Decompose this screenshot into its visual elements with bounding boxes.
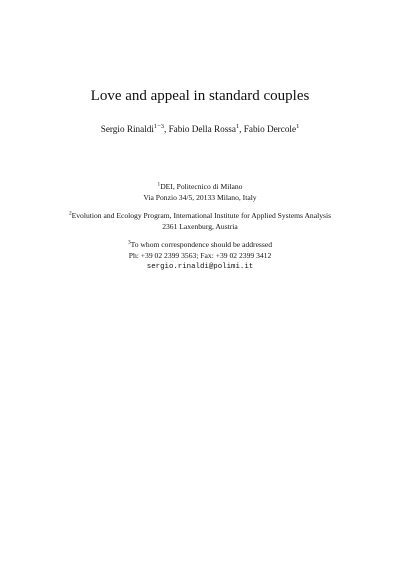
author-name: Fabio Dercole: [243, 124, 297, 134]
phone-fax-line: Ph: +39 02 2399 3563; Fax: +39 02 2399 3412: [128, 251, 272, 260]
author-name: Fabio Della Rossa: [168, 124, 236, 134]
author-name: Sergio Rinaldi: [100, 124, 154, 134]
author-separator: ,: [239, 124, 244, 134]
affiliation-marker: 3: [127, 239, 131, 246]
affiliation-1-line-2: Via Ponzio 34/5, 20133 Milano, Italy: [143, 193, 257, 202]
author-affiliation-marker: 1−3: [153, 122, 164, 130]
paper-title: Love and appeal in standard couples: [90, 88, 310, 104]
affiliation-marker: 2: [68, 210, 72, 217]
affiliation-2-line-2: 2361 Laxenburg, Austria: [162, 222, 238, 231]
affiliation-1-line-1: [0, 182, 400, 192]
author-list: [0, 124, 400, 134]
author-separator: ,: [163, 124, 169, 134]
correspondence-text: To whom correspondence should be addressed: [130, 240, 273, 249]
affiliation-2-line-1: [0, 211, 400, 221]
contact-email: sergio.rinaldi@polimi.it: [146, 263, 254, 271]
author-affiliation-marker: 1: [296, 122, 300, 130]
correspondence-line: [0, 240, 400, 250]
affiliation-text: DEI, Politecnico di Milano: [160, 182, 243, 191]
affiliation-marker: 1: [157, 181, 161, 188]
author-affiliation-marker: 1: [235, 122, 240, 130]
affiliation-text: Evolution and Ecology Program, International Institute for Applied Systems Analysis: [71, 211, 332, 220]
